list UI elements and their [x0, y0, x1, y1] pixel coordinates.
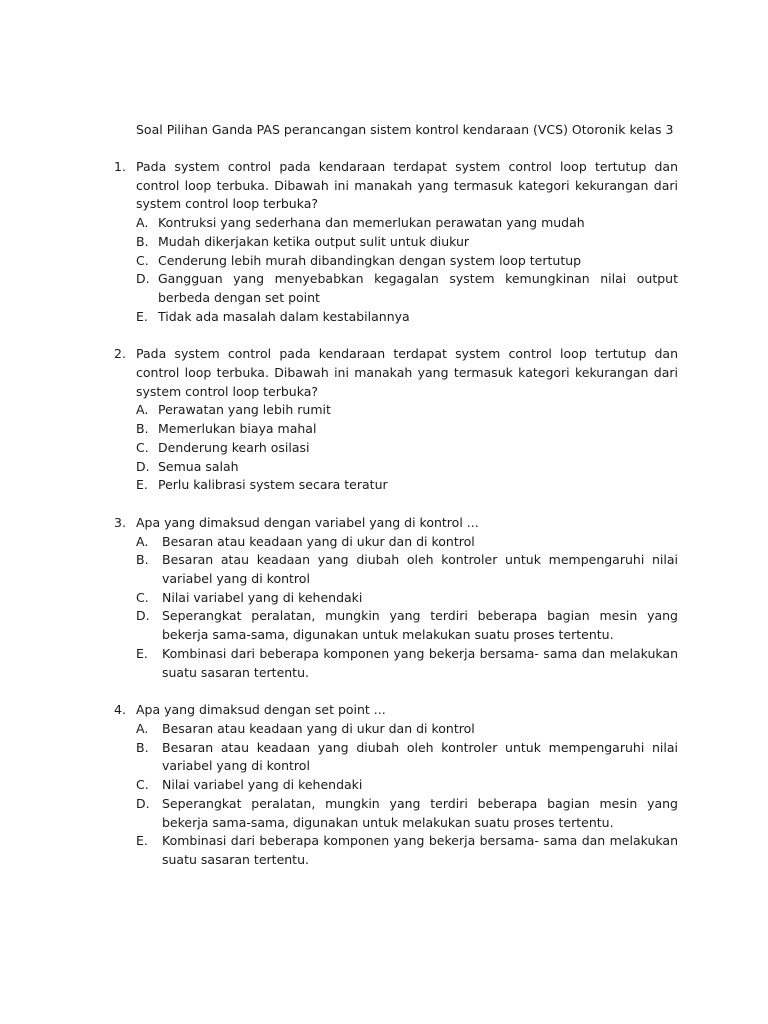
question-body	[136, 514, 678, 682]
option-letter: E.	[136, 477, 148, 493]
answer-option-d	[136, 795, 678, 832]
answer-option-e	[136, 308, 678, 327]
option-letter: A.	[136, 215, 149, 231]
option-text: Seperangkat peralatan, mungkin yang terdiri beberapa bagian mesin yang bekerja sama-sama, digunakan untuk melakukan suatu proses tertentu.	[162, 608, 678, 643]
option-letter: B.	[136, 739, 149, 755]
answer-option-c	[136, 252, 678, 271]
option-letter: D.	[136, 458, 150, 474]
answer-option-c	[136, 589, 678, 608]
option-letter: C.	[136, 777, 149, 793]
option-letter: A.	[136, 533, 149, 549]
option-letter: C.	[136, 439, 149, 455]
option-text: Besaran atau keadaan yang diubah oleh kontroler untuk mempengaruhi nilai variabel yang di kontrol	[162, 739, 678, 774]
option-text: Seperangkat peralatan, mungkin yang terdiri beberapa bagian mesin yang bekerja sama-sama, digunakan untuk melakukan suatu proses tertentu.	[162, 795, 678, 830]
option-letter: C.	[136, 589, 149, 605]
question-number: 4.	[114, 702, 126, 718]
option-text: Besaran atau keadaan yang di ukur dan di kontrol	[162, 533, 475, 549]
question-number: 3.	[114, 514, 126, 530]
question-3	[114, 514, 678, 682]
answer-option-b	[136, 739, 678, 776]
answer-option-c	[136, 439, 678, 458]
question-number: 2.	[114, 346, 126, 362]
option-letter: D.	[136, 608, 150, 624]
question-text: Pada system control pada kendaraan terdapat system control loop tertutup dan control loop terbuka. Dibawah ini manakah yang termasuk kategori kekurangan dari system control loop terbuka?	[136, 159, 678, 212]
option-text: Gangguan yang menyebabkan kegagalan system kemungkinan nilai output berbeda dengan set point	[158, 271, 678, 305]
option-text: Denderung kearh osilasi	[158, 439, 310, 455]
question-2	[114, 345, 678, 495]
option-text: Kombinasi dari beberapa komponen yang bekerja bersama- sama dan melakukan suatu sasaran tertentu.	[162, 645, 678, 680]
answer-option-a	[136, 214, 678, 233]
answer-option-a	[136, 401, 678, 420]
answer-option-e	[136, 476, 678, 495]
answer-option-c	[136, 776, 678, 795]
option-text: Mudah dikerjakan ketika output sulit untuk diukur	[158, 233, 470, 249]
question-text: Pada system control pada kendaraan terdapat system control loop tertutup dan control loop terbuka. Dibawah ini manakah yang termasuk kategori kekurangan dari system control loop terbuka?	[136, 346, 678, 399]
option-text: Nilai variabel yang di kehendaki	[162, 589, 363, 605]
option-letter: B.	[136, 233, 149, 249]
question-body	[136, 701, 678, 869]
answer-option-b	[136, 233, 678, 252]
option-text: Tidak ada masalah dalam kestabilannya	[158, 308, 410, 324]
option-letter: E.	[136, 833, 148, 849]
option-letter: B.	[136, 421, 149, 437]
answer-option-b	[136, 551, 678, 588]
question-1	[114, 158, 678, 326]
option-letter: E.	[136, 308, 148, 324]
answer-option-a	[136, 720, 678, 739]
answer-option-d	[136, 458, 678, 477]
option-text: Memerlukan biaya mahal	[158, 421, 317, 437]
option-text: Perawatan yang lebih rumit	[158, 402, 331, 418]
option-letter: A.	[136, 720, 149, 736]
option-text: Kontruksi yang sederhana dan memerlukan perawatan yang mudah	[158, 215, 585, 231]
answer-option-e	[136, 832, 678, 869]
answer-option-d	[136, 607, 678, 644]
option-text: Besaran atau keadaan yang diubah oleh kontroler untuk mempengaruhi nilai variabel yang di kontrol	[162, 552, 678, 587]
document-title: Soal Pilihan Ganda PAS perancangan sistem kontrol kendaraan (VCS) Otoronik kelas 3	[136, 122, 674, 137]
question-4	[114, 701, 678, 869]
answer-option-e	[136, 645, 678, 682]
option-letter: C.	[136, 252, 149, 268]
option-text: Semua salah	[158, 458, 239, 474]
question-number: 1.	[114, 159, 126, 174]
option-text: Cenderung lebih murah dibandingkan dengan system loop tertutup	[158, 252, 582, 268]
option-letter: A.	[136, 402, 149, 418]
option-letter: E.	[136, 645, 148, 661]
option-letter: B.	[136, 552, 149, 568]
question-text: Apa yang dimaksud dengan set point ...	[136, 702, 386, 718]
answer-option-a	[136, 533, 678, 552]
question-text: Apa yang dimaksud dengan variabel yang di kontrol ...	[136, 514, 479, 530]
option-letter: D.	[136, 795, 150, 811]
option-text: Kombinasi dari beberapa komponen yang bekerja bersama- sama dan melakukan suatu sasaran tertentu.	[162, 833, 678, 867]
question-body	[136, 345, 678, 495]
option-text: Nilai variabel yang di kehendaki	[162, 777, 363, 793]
question-list	[114, 158, 678, 889]
option-text: Perlu kalibrasi system secara teratur	[158, 477, 388, 493]
answer-option-b	[136, 420, 678, 439]
option-letter: D.	[136, 271, 150, 287]
answer-option-d	[136, 270, 678, 307]
option-text: Besaran atau keadaan yang di ukur dan di kontrol	[162, 720, 475, 736]
question-body	[136, 158, 678, 326]
